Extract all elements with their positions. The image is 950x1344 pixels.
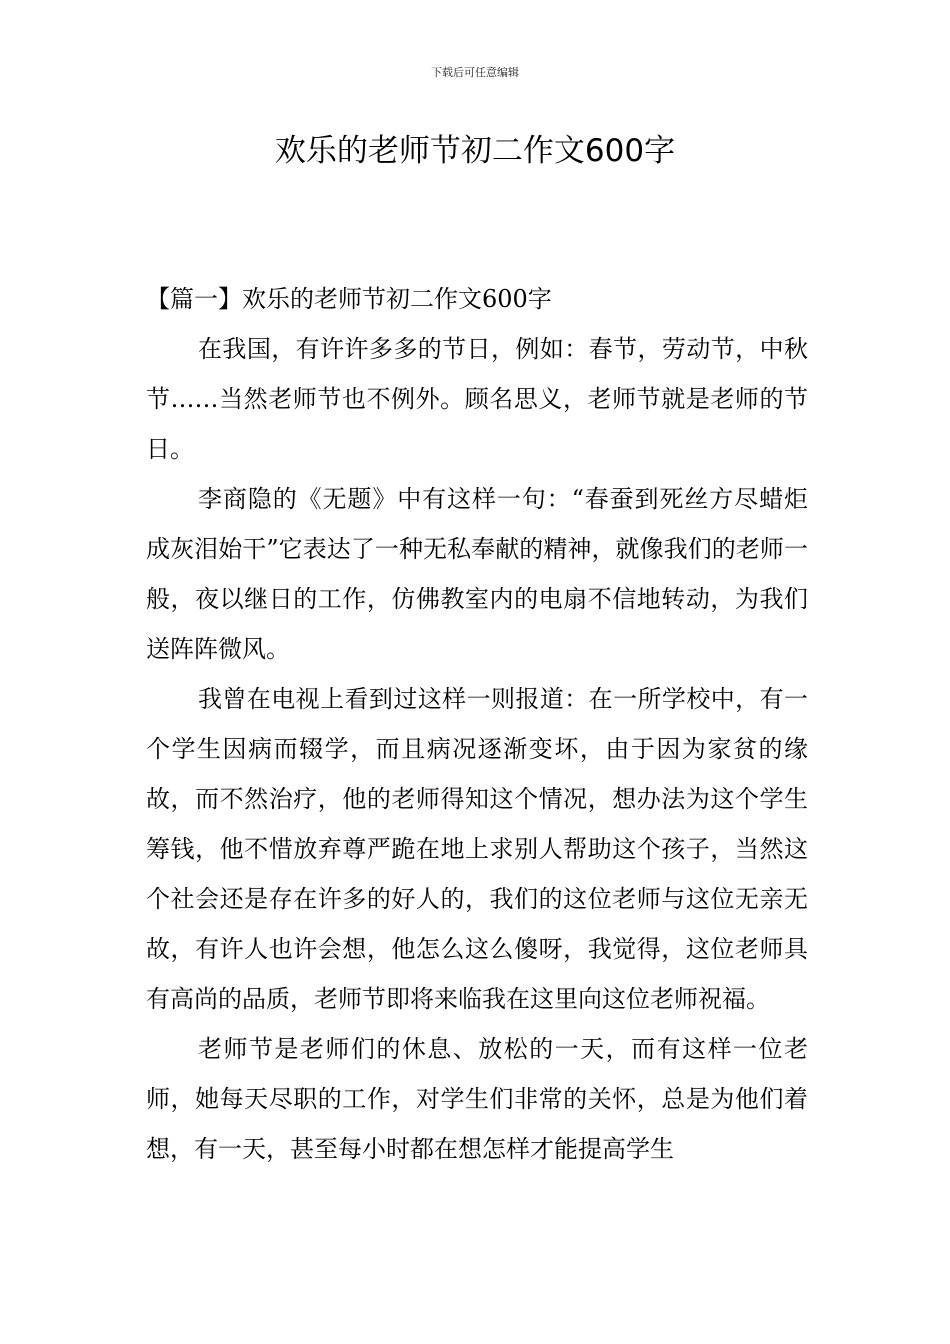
header-note: 下载后可任意编辑: [431, 66, 519, 79]
paragraph: 老师节是老师们的休息、放松的一天，而有这样一位老师，她每天尽职的工作，对学生们非常的关怀，总是为他们着想，有一天，甚至每小时都在想怎样才能提高学生: [146, 1035, 808, 1163]
document-body: [146, 274, 808, 1174]
paragraph: 在我国，有许许多多的节日，例如：春节，劳动节，中秋节……当然老师节也不例外。顾名思义，老师节就是老师的节日。: [146, 335, 808, 463]
paragraph: 李商隐的《无题》中有这样一句：“春蚕到死丝方尽蜡炬成灰泪始干”它表达了一种无私奉献的精神，就像我们的老师一般，夜以继日的工作，仿佛教室内的电扇不信地转动，为我们送阵阵微风。: [146, 485, 808, 663]
section-heading: 【篇一】欢乐的老师节初二作文600字: [146, 285, 552, 313]
paragraph: 我曾在电视上看到过这样一则报道：在一所学校中，有一个学生因病而辍学，而且病况逐渐变坏，由于因为家贫的缘故，而不然治疗，他的老师得知这个情况，想办法为这个学生筹钱，他不惜放弃尊严跪在地上求别人帮助这个孩子，当然这个社会还是存在许多的好人的，我们的这位老师与这位无亲无故，有许人也许会想，他怎么这么傻呀，我觉得，这位老师具有高尚的品质，老师节即将来临我在这里向这位老师祝福。: [146, 685, 808, 1013]
document-title: 欢乐的老师节初二作文600字: [274, 133, 676, 169]
